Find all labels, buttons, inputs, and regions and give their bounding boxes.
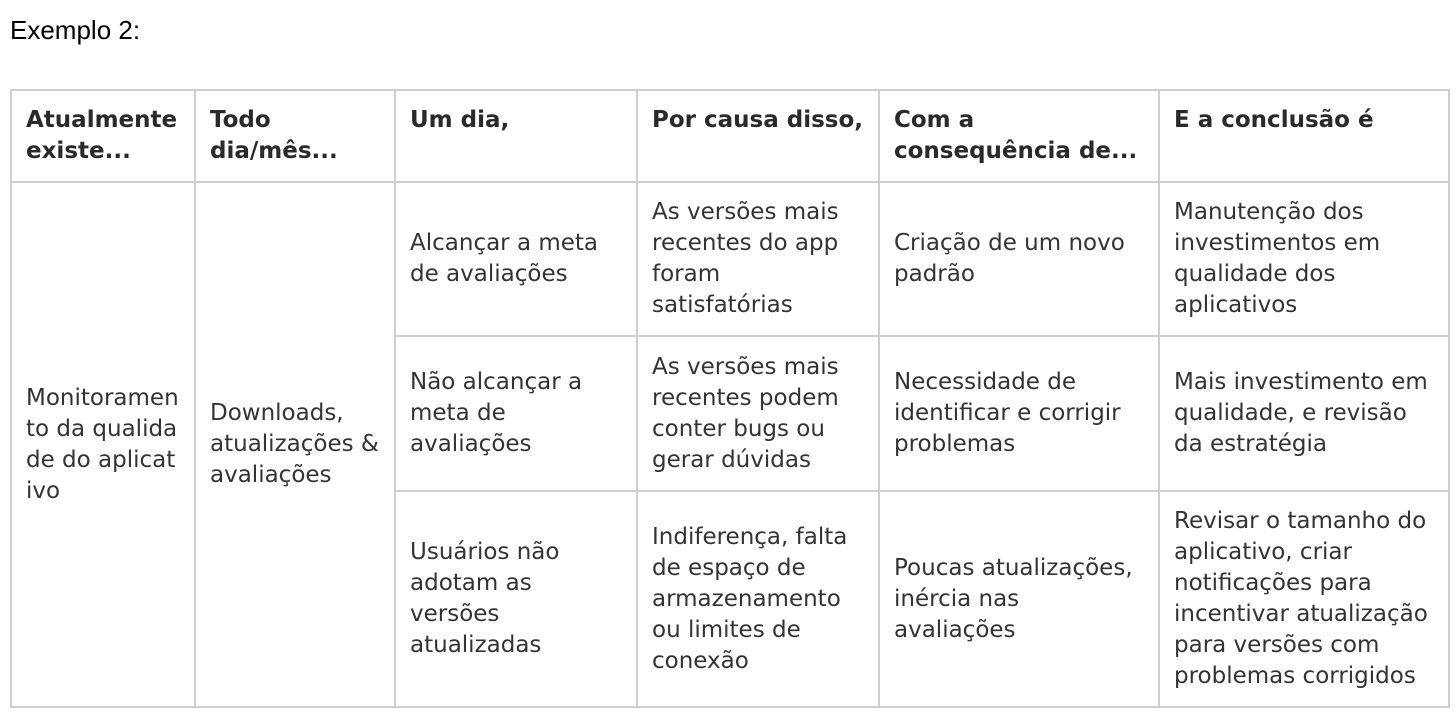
cell-conclusion: Revisar o tamanho do aplicativo, criar notificações para incentivar atualização para versões com problemas corrigidos <box>1159 491 1449 707</box>
table-row <box>11 182 1449 336</box>
cell-one-day: Usuários não adotam as versões atualizadas <box>395 491 637 707</box>
page-title: Exemplo 2: <box>10 15 141 45</box>
cell-conclusion: Manutenção dos investimentos em qualidade dos aplicativos <box>1159 182 1449 336</box>
story-table <box>10 89 1450 708</box>
header-conclusion: E a conclusão é <box>1159 90 1449 182</box>
cell-one-day: Não alcançar a meta de avaliações <box>395 336 637 491</box>
header-one-day: Um dia, <box>395 90 637 182</box>
cell-every-day-month: Downloads, atualizações & avaliações <box>195 182 395 707</box>
header-consequence: Com a consequência de... <box>879 90 1159 182</box>
cell-consequence: Poucas atualizações, inércia nas avaliações <box>879 491 1159 707</box>
cell-currently-exists: Monitoramento da qualidade do aplicativo <box>11 182 195 707</box>
header-every-day-month: Todo dia/mês... <box>195 90 395 182</box>
table-header-row <box>11 90 1449 182</box>
cell-because-of-that: As versões mais recentes podem conter bugs ou gerar dúvidas <box>637 336 879 491</box>
cell-conclusion: Mais investimento em qualidade, e revisão da estratégia <box>1159 336 1449 491</box>
cell-because-of-that: Indiferença, falta de espaço de armazenamento ou limites de conexão <box>637 491 879 707</box>
cell-one-day: Alcançar a meta de avaliações <box>395 182 637 336</box>
cell-consequence: Criação de um novo padrão <box>879 182 1159 336</box>
cell-consequence: Necessidade de identificar e corrigir problemas <box>879 336 1159 491</box>
header-because-of-that: Por causa disso, <box>637 90 879 182</box>
header-currently-exists: Atualmente existe... <box>11 90 195 182</box>
cell-because-of-that: As versões mais recentes do app foram satisfatórias <box>637 182 879 336</box>
